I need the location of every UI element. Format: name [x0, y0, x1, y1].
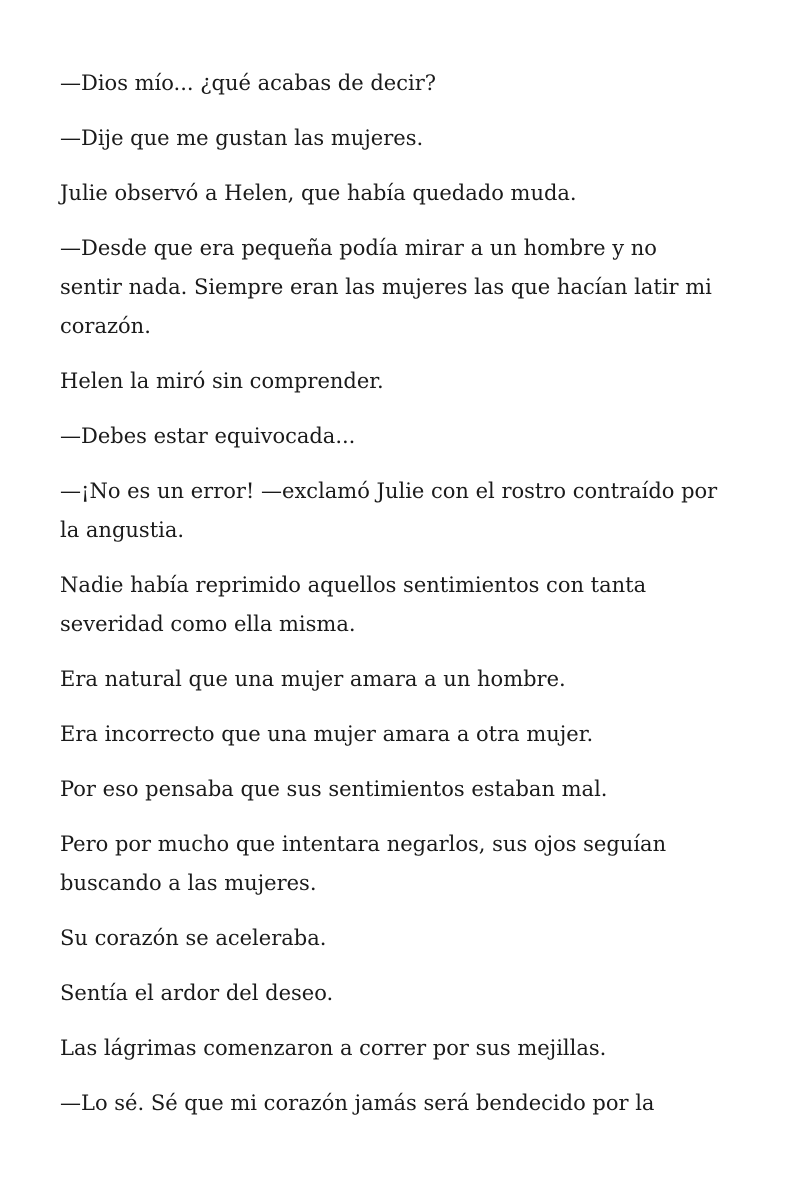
- paragraph: Helen la miró sin comprender.: [60, 369, 384, 393]
- text-column: [60, 64, 725, 1139]
- paragraph: —Dios mío... ¿qué acabas de decir?: [60, 71, 436, 95]
- paragraph: Su corazón se aceleraba.: [60, 926, 327, 950]
- paragraph: Por eso pensaba que sus sentimientos estaban mal.: [60, 777, 608, 801]
- paragraph: —Debes estar equivocada...: [60, 424, 356, 448]
- paragraph: Era natural que una mujer amara a un hombre.: [60, 667, 566, 691]
- paragraph: —Desde que era pequeña podía mirar a un hombre y no sentir nada. Siempre eran las mujeres las que hacían latir mi corazón.: [60, 236, 712, 338]
- paragraph: —¡No es un error! —exclamó Julie con el rostro contraído por la angustia.: [60, 479, 718, 542]
- paragraph: Era incorrecto que una mujer amara a otra mujer.: [60, 722, 594, 746]
- paragraph: Las lágrimas comenzaron a correr por sus mejillas.: [60, 1036, 607, 1060]
- paragraph: —Dije que me gustan las mujeres.: [60, 126, 424, 150]
- paragraph: Sentía el ardor del deseo.: [60, 981, 334, 1005]
- paragraph: Pero por mucho que intentara negarlos, sus ojos seguían buscando a las mujeres.: [60, 832, 667, 895]
- paragraph: Julie observó a Helen, que había quedado muda.: [60, 181, 577, 205]
- paragraph: Nadie había reprimido aquellos sentimientos con tanta severidad como ella misma.: [60, 573, 647, 636]
- paragraph: —Lo sé. Sé que mi corazón jamás será bendecido por la: [60, 1091, 655, 1115]
